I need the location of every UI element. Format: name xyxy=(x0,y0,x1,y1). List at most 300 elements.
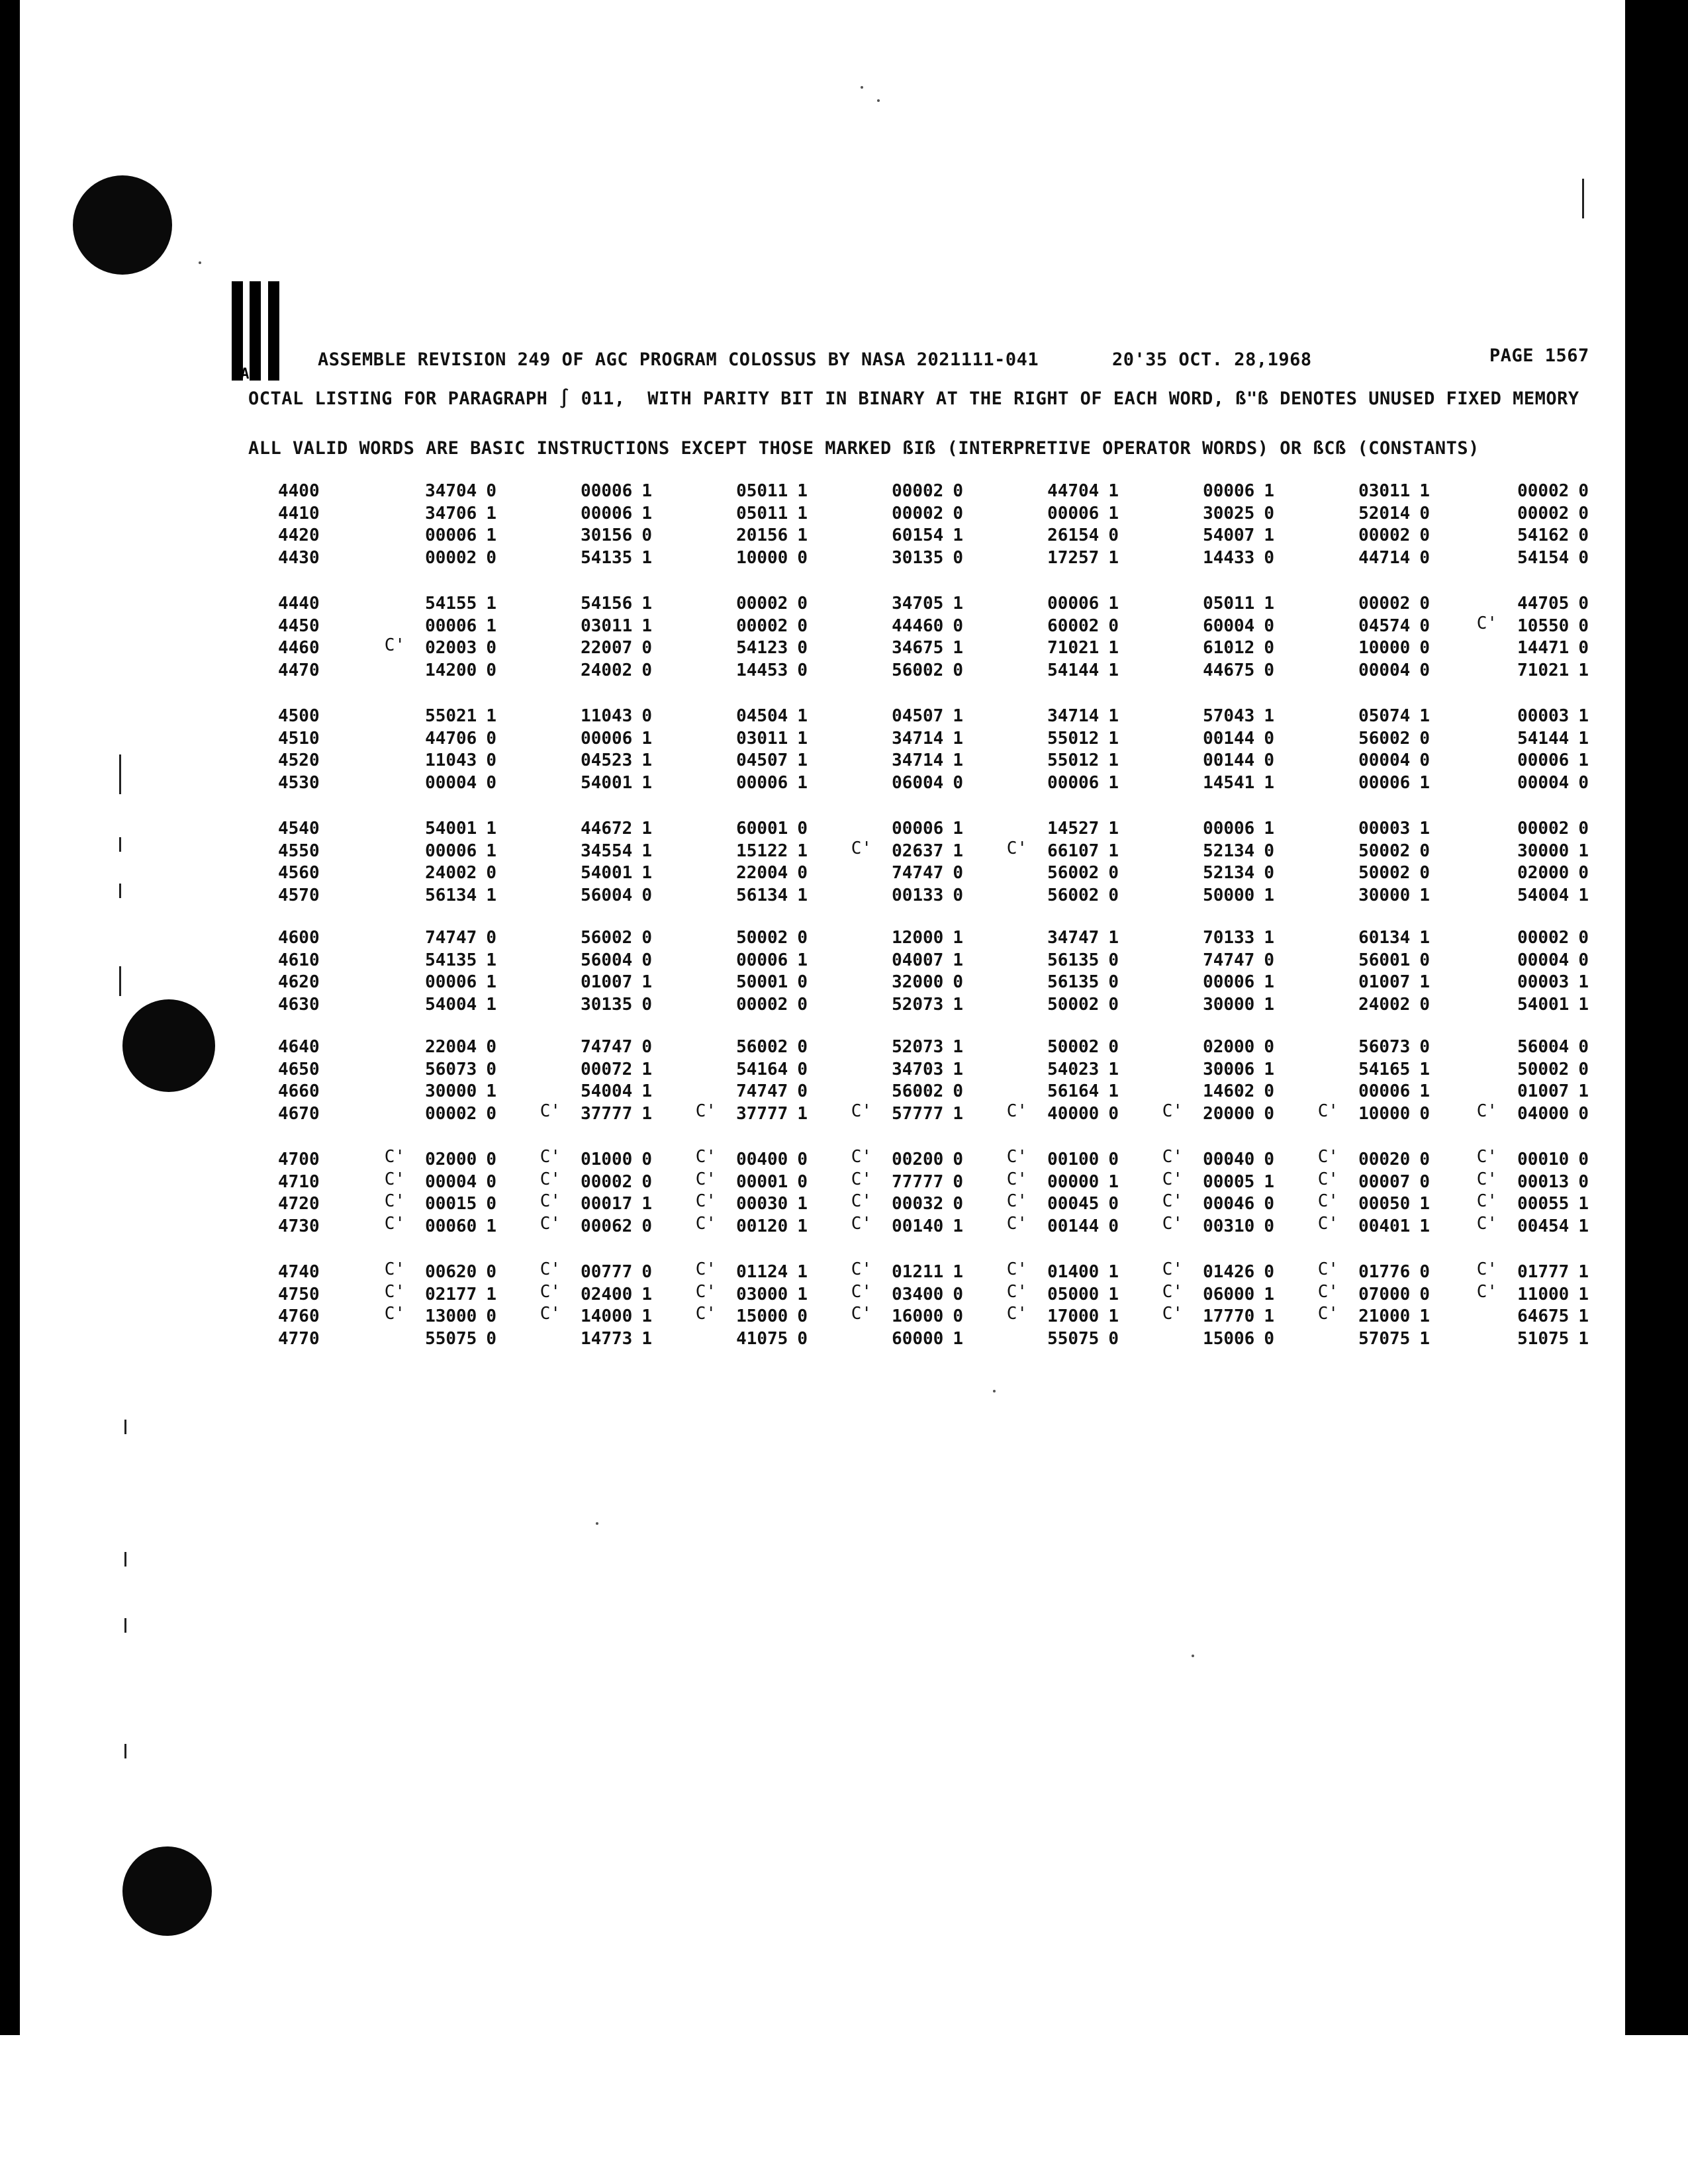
octal-word: 07000 xyxy=(1358,1284,1411,1304)
octal-word: 34714 xyxy=(892,751,944,770)
octal-word-cell xyxy=(539,993,652,1016)
parity-bit: 1 xyxy=(1108,706,1119,726)
parity-bit: 0 xyxy=(1264,1150,1274,1169)
parity-bit: 1 xyxy=(641,1103,652,1124)
parity-bit: 0 xyxy=(486,772,496,793)
listing-row xyxy=(0,615,1688,637)
parity-bit: 0 xyxy=(1419,525,1430,545)
octal-word-cell xyxy=(384,927,496,949)
octal-word-cell xyxy=(1476,615,1589,637)
octal-word: 60134 xyxy=(1358,928,1411,948)
listing-row xyxy=(0,1261,1688,1283)
octal-word: 00002 xyxy=(736,594,788,614)
parity-bit: 0 xyxy=(486,1037,496,1057)
octal-word: 04504 xyxy=(736,706,788,726)
constant-marker: C' xyxy=(1317,1101,1338,1121)
octal-word-cell xyxy=(1162,840,1274,862)
parity-bit: 0 xyxy=(797,994,808,1015)
octal-word-cell xyxy=(1317,1328,1430,1350)
parity-bit: 0 xyxy=(641,1262,652,1282)
parity-bit: 0 xyxy=(1264,751,1274,770)
constant-marker: C' xyxy=(1006,1101,1027,1121)
parity-bit: 0 xyxy=(1264,728,1274,749)
octal-word: 30135 xyxy=(892,547,944,568)
octal-word-cell xyxy=(695,1305,808,1328)
parity-bit: 0 xyxy=(953,547,963,568)
parity-bit: 1 xyxy=(486,885,496,905)
parity-bit: 1 xyxy=(1578,1194,1589,1214)
parity-bit: 1 xyxy=(1264,1171,1274,1192)
parity-bit: 0 xyxy=(1264,1216,1274,1236)
parity-bit: 0 xyxy=(1578,525,1589,545)
listing-row xyxy=(0,971,1688,993)
constant-marker: C' xyxy=(1006,1281,1027,1302)
parity-bit: 1 xyxy=(641,547,652,568)
parity-bit: 1 xyxy=(1108,1059,1119,1079)
octal-word: 05000 xyxy=(1047,1284,1100,1304)
octal-word-cell xyxy=(384,547,496,569)
octal-word: 03011 xyxy=(581,615,633,636)
parity-bit: 1 xyxy=(486,1284,496,1304)
parity-bit: 1 xyxy=(797,950,808,970)
octal-word: 54154 xyxy=(1517,547,1570,568)
octal-word-cell xyxy=(851,705,963,727)
octal-word: 14200 xyxy=(425,660,477,680)
octal-word-cell xyxy=(1476,1283,1589,1306)
parity-bit: 1 xyxy=(1264,1059,1274,1079)
parity-bit: 0 xyxy=(1108,615,1119,636)
parity-bit: 0 xyxy=(953,772,963,793)
parity-bit: 1 xyxy=(1264,885,1274,905)
octal-word: 14541 xyxy=(1203,772,1255,793)
parity-bit: 0 xyxy=(486,1262,496,1282)
parity-bit: 1 xyxy=(641,972,652,992)
octal-word: 01776 xyxy=(1358,1262,1411,1282)
octal-word-cell xyxy=(1006,949,1119,972)
octal-word: 54023 xyxy=(1047,1059,1100,1079)
octal-word-cell xyxy=(539,1215,652,1238)
octal-word-cell xyxy=(1476,502,1589,525)
octal-word-cell xyxy=(539,1103,652,1125)
parity-bit: 1 xyxy=(797,481,808,501)
address-label: 4770 xyxy=(278,1328,320,1349)
octal-word: 51075 xyxy=(1517,1328,1570,1349)
parity-bit: 0 xyxy=(1108,1103,1119,1124)
parity-bit: 0 xyxy=(641,885,652,905)
constant-marker: C' xyxy=(1162,1101,1183,1121)
octal-word-cell xyxy=(1476,993,1589,1016)
parity-bit: 1 xyxy=(953,1037,963,1057)
parity-bit: 0 xyxy=(797,972,808,992)
parity-bit: 0 xyxy=(641,1037,652,1057)
octal-word-cell xyxy=(384,1328,496,1350)
octal-word: 54162 xyxy=(1517,525,1570,545)
parity-bit: 1 xyxy=(1578,706,1589,726)
octal-word: 54135 xyxy=(425,950,477,970)
parity-bit: 1 xyxy=(641,1081,652,1101)
listing-row xyxy=(0,480,1688,502)
parity-bit: 1 xyxy=(1419,819,1430,839)
address-label: 4660 xyxy=(278,1081,320,1101)
parity-bit: 1 xyxy=(641,819,652,839)
parity-bit: 1 xyxy=(1108,1284,1119,1304)
octal-word-cell xyxy=(539,927,652,949)
parity-bit: 1 xyxy=(953,994,963,1015)
octal-word: 00140 xyxy=(892,1216,944,1236)
parity-bit: 1 xyxy=(1264,772,1274,793)
octal-word: 32000 xyxy=(892,972,944,992)
octal-word: 01124 xyxy=(736,1262,788,1282)
parity-bit: 0 xyxy=(1578,772,1589,793)
octal-word: 00002 xyxy=(425,1103,477,1124)
octal-word: 56002 xyxy=(892,1081,944,1101)
octal-word: 54156 xyxy=(581,594,633,614)
parity-bit: 1 xyxy=(797,525,808,545)
parity-bit: 1 xyxy=(1419,1328,1430,1349)
octal-word: 56164 xyxy=(1047,1081,1100,1101)
octal-word: 50002 xyxy=(736,928,788,948)
parity-bit: 0 xyxy=(1419,615,1430,636)
octal-word-cell xyxy=(539,749,652,772)
parity-bit: 1 xyxy=(1108,1081,1119,1101)
constant-marker: C' xyxy=(1476,1147,1497,1167)
parity-bit: 1 xyxy=(1264,819,1274,839)
octal-word-cell xyxy=(384,502,496,525)
octal-word-cell xyxy=(1317,971,1430,993)
parity-bit: 1 xyxy=(1419,928,1430,948)
octal-word-cell xyxy=(1317,705,1430,727)
parity-bit: 1 xyxy=(641,728,652,749)
octal-word: 00002 xyxy=(1517,819,1570,839)
octal-word: 60002 xyxy=(1047,615,1100,636)
octal-word-cell xyxy=(695,1215,808,1238)
octal-word: 01426 xyxy=(1203,1262,1255,1282)
parity-bit: 1 xyxy=(1108,594,1119,614)
octal-word-cell xyxy=(384,1103,496,1125)
octal-word: 00072 xyxy=(581,1059,633,1079)
constant-marker: C' xyxy=(539,1169,561,1189)
address-label: 4430 xyxy=(278,547,320,568)
octal-word: 00007 xyxy=(1358,1171,1411,1192)
octal-word: 03400 xyxy=(892,1284,944,1304)
constant-marker: C' xyxy=(539,1281,561,1302)
octal-word: 01007 xyxy=(1517,1081,1570,1101)
octal-word: 00002 xyxy=(425,547,477,568)
octal-word-cell xyxy=(851,615,963,637)
octal-word-cell xyxy=(539,1058,652,1081)
parity-bit: 0 xyxy=(641,994,652,1015)
octal-word: 00004 xyxy=(1517,772,1570,793)
octal-word-cell xyxy=(695,1328,808,1350)
parity-bit: 1 xyxy=(1578,841,1589,861)
parity-bit: 1 xyxy=(1578,1216,1589,1236)
parity-bit: 0 xyxy=(953,1194,963,1214)
octal-word-cell xyxy=(851,1103,963,1125)
octal-word-cell xyxy=(1476,772,1589,794)
parity-bit: 0 xyxy=(953,503,963,523)
octal-word: 56002 xyxy=(581,928,633,948)
listing-row xyxy=(0,1328,1688,1350)
octal-word: 00006 xyxy=(425,972,477,992)
octal-word-cell xyxy=(1317,927,1430,949)
octal-word-cell xyxy=(1317,993,1430,1016)
octal-word: 14453 xyxy=(736,660,788,680)
octal-word-cell xyxy=(384,862,496,884)
octal-word: 00004 xyxy=(425,772,477,793)
octal-word: 74747 xyxy=(892,863,944,883)
octal-word: 00777 xyxy=(581,1262,633,1282)
address-label: 4730 xyxy=(278,1216,320,1236)
octal-word: 00006 xyxy=(1517,751,1570,770)
octal-word-cell xyxy=(539,1328,652,1350)
octal-word: 24002 xyxy=(581,660,633,680)
parity-bit: 1 xyxy=(641,481,652,501)
constant-marker: C' xyxy=(539,1191,561,1211)
octal-word-cell xyxy=(695,971,808,993)
octal-word-cell xyxy=(1162,817,1274,840)
constant-marker: C' xyxy=(1006,1191,1027,1211)
parity-bit: 0 xyxy=(486,1171,496,1192)
scan-speck xyxy=(877,99,880,102)
octal-word: 74747 xyxy=(1203,950,1255,970)
octal-word: 55021 xyxy=(425,706,477,726)
octal-word-cell xyxy=(1162,547,1274,569)
octal-word: 55012 xyxy=(1047,751,1100,770)
octal-word-cell xyxy=(1006,1328,1119,1350)
parity-bit: 1 xyxy=(486,706,496,726)
parity-bit: 0 xyxy=(1578,615,1589,636)
octal-word: 74747 xyxy=(581,1037,633,1057)
constant-marker: C' xyxy=(851,1147,872,1167)
octal-word-cell xyxy=(1476,749,1589,772)
octal-word-cell xyxy=(851,772,963,794)
octal-word-cell xyxy=(1317,547,1430,569)
octal-word-cell xyxy=(1162,749,1274,772)
octal-word: 34703 xyxy=(892,1059,944,1079)
parity-bit: 0 xyxy=(1264,1262,1274,1282)
octal-word: 14471 xyxy=(1517,638,1570,658)
parity-bit: 1 xyxy=(486,1081,496,1101)
parity-bit: 0 xyxy=(1419,1171,1430,1192)
octal-word: 30000 xyxy=(1358,885,1411,905)
parity-bit: 0 xyxy=(797,638,808,658)
parity-bit: 1 xyxy=(1264,972,1274,992)
parity-bit: 0 xyxy=(1419,863,1430,883)
octal-word-cell xyxy=(1476,1215,1589,1238)
constant-marker: C' xyxy=(851,1101,872,1121)
constant-marker: C' xyxy=(1317,1304,1338,1324)
constant-marker: C' xyxy=(1476,1191,1497,1211)
octal-word-cell xyxy=(1162,1058,1274,1081)
octal-word-cell xyxy=(695,615,808,637)
address-label: 4570 xyxy=(278,885,320,905)
octal-word-cell xyxy=(1162,949,1274,972)
octal-word: 30000 xyxy=(425,1081,477,1101)
constant-marker: C' xyxy=(1476,1259,1497,1279)
parity-bit: 1 xyxy=(953,525,963,545)
parity-bit: 1 xyxy=(641,1059,652,1079)
octal-word: 56002 xyxy=(736,1037,788,1057)
octal-word: 57777 xyxy=(892,1103,944,1124)
octal-word-cell xyxy=(539,949,652,972)
octal-word-cell xyxy=(695,840,808,862)
octal-word: 60001 xyxy=(736,819,788,839)
parity-bit: 0 xyxy=(486,660,496,680)
octal-word: 24002 xyxy=(425,863,477,883)
octal-word: 00010 xyxy=(1517,1150,1570,1169)
parity-bit: 0 xyxy=(1419,1262,1430,1282)
octal-word-cell xyxy=(1317,884,1430,907)
octal-word-cell xyxy=(1317,502,1430,525)
octal-word-cell xyxy=(1006,772,1119,794)
parity-bit: 1 xyxy=(641,1284,652,1304)
octal-word: 01007 xyxy=(581,972,633,992)
octal-word: 30000 xyxy=(1203,994,1255,1015)
octal-word: 30156 xyxy=(581,525,633,545)
constant-marker: C' xyxy=(384,1169,405,1189)
octal-word: 50002 xyxy=(1047,1037,1100,1057)
parity-bit: 0 xyxy=(1419,1037,1430,1057)
parity-bit: 1 xyxy=(1108,1262,1119,1282)
parity-bit: 1 xyxy=(1578,1262,1589,1282)
parity-bit: 1 xyxy=(1264,481,1274,501)
octal-word: 15000 xyxy=(736,1306,788,1326)
parity-bit: 1 xyxy=(797,751,808,770)
parity-bit: 0 xyxy=(797,1081,808,1101)
octal-word: 20156 xyxy=(736,525,788,545)
listing-row xyxy=(0,659,1688,682)
octal-word: 50002 xyxy=(1358,841,1411,861)
parity-bit: 1 xyxy=(953,1216,963,1236)
parity-bit: 1 xyxy=(1108,503,1119,523)
parity-bit: 1 xyxy=(1578,885,1589,905)
octal-word: 00017 xyxy=(581,1194,633,1214)
constant-marker: C' xyxy=(695,1213,716,1234)
constant-marker: C' xyxy=(1006,1304,1027,1324)
parity-bit: 1 xyxy=(486,615,496,636)
octal-word: 00144 xyxy=(1203,728,1255,749)
octal-word-cell xyxy=(695,772,808,794)
parity-bit: 0 xyxy=(1108,1150,1119,1169)
octal-word-cell xyxy=(851,884,963,907)
constant-marker: C' xyxy=(695,1101,716,1121)
octal-word: 37777 xyxy=(736,1103,788,1124)
listing-row xyxy=(0,1283,1688,1306)
octal-word: 26154 xyxy=(1047,525,1100,545)
constant-marker: C' xyxy=(1317,1259,1338,1279)
octal-word: 54123 xyxy=(736,638,788,658)
filler-tag: GAP xyxy=(232,366,258,383)
constant-marker: C' xyxy=(1006,1147,1027,1167)
constant-marker: C' xyxy=(851,1213,872,1234)
scan-mark xyxy=(124,1744,126,1758)
octal-word: 00001 xyxy=(736,1171,788,1192)
octal-word-cell xyxy=(1317,772,1430,794)
listing-row xyxy=(0,927,1688,949)
octal-word: 00002 xyxy=(736,615,788,636)
parity-bit: 1 xyxy=(641,751,652,770)
address-label: 4440 xyxy=(278,594,320,614)
octal-word-cell xyxy=(1476,949,1589,972)
octal-word: 00032 xyxy=(892,1194,944,1214)
constant-marker: C' xyxy=(1006,1259,1027,1279)
parity-bit: 1 xyxy=(953,1059,963,1079)
octal-word-cell xyxy=(1006,749,1119,772)
octal-word: 10000 xyxy=(736,547,788,568)
scan-mark xyxy=(119,837,121,852)
octal-word: 34704 xyxy=(425,481,477,501)
parity-bit: 0 xyxy=(1578,1171,1589,1192)
octal-word: 34714 xyxy=(892,728,944,749)
parity-bit: 0 xyxy=(641,660,652,680)
parity-bit: 1 xyxy=(1264,706,1274,726)
parity-bit: 1 xyxy=(797,706,808,726)
constant-marker: C' xyxy=(384,1259,405,1279)
parity-bit: 0 xyxy=(641,525,652,545)
octal-word: 55075 xyxy=(425,1328,477,1349)
address-label: 4700 xyxy=(278,1150,320,1169)
octal-word-cell xyxy=(1317,727,1430,750)
octal-word: 44706 xyxy=(425,728,477,749)
octal-word: 01211 xyxy=(892,1262,944,1282)
octal-word-cell xyxy=(539,884,652,907)
address-label: 4410 xyxy=(278,503,320,523)
octal-word: 00310 xyxy=(1203,1216,1255,1236)
octal-word-cell xyxy=(851,637,963,659)
octal-word: 56135 xyxy=(1047,950,1100,970)
octal-word: 00006 xyxy=(1047,772,1100,793)
parity-bit: 1 xyxy=(953,1328,963,1349)
octal-word-cell xyxy=(1476,524,1589,547)
octal-word: 00006 xyxy=(1358,772,1411,793)
octal-word-cell xyxy=(1317,1215,1430,1238)
scan-speck xyxy=(993,1390,996,1392)
octal-word: 00006 xyxy=(425,615,477,636)
listing-row xyxy=(0,637,1688,659)
octal-word: 02003 xyxy=(425,638,477,658)
octal-word-cell xyxy=(539,524,652,547)
page-number: PAGE 1567 xyxy=(1489,345,1589,366)
listing-subtitle: OCTAL LISTING FOR PARAGRAPH ∫ 011, WITH PARITY BIT IN BINARY AT THE RIGHT OF EACH WORD, ß"ß DENOTES UNUSED FIXED MEMORY xyxy=(248,388,1579,409)
octal-word: 00030 xyxy=(736,1194,788,1214)
octal-word-cell xyxy=(851,547,963,569)
parity-bit: 1 xyxy=(1578,1306,1589,1326)
octal-word: 44460 xyxy=(892,615,944,636)
octal-word: 02400 xyxy=(581,1284,633,1304)
octal-word-cell xyxy=(1317,862,1430,884)
parity-bit: 1 xyxy=(1578,660,1589,680)
parity-bit: 1 xyxy=(1578,1081,1589,1101)
parity-bit: 1 xyxy=(1108,728,1119,749)
octal-word-cell xyxy=(1476,1103,1589,1125)
octal-word-cell xyxy=(1476,817,1589,840)
address-label: 4470 xyxy=(278,660,320,680)
octal-word-cell xyxy=(851,1036,963,1058)
constant-marker: C' xyxy=(1476,1213,1497,1234)
parity-bit: 0 xyxy=(1419,660,1430,680)
constant-marker: C' xyxy=(695,1259,716,1279)
octal-word: 54004 xyxy=(425,994,477,1015)
octal-word: 00002 xyxy=(736,994,788,1015)
parity-bit: 1 xyxy=(1419,1059,1430,1079)
octal-word: 04007 xyxy=(892,950,944,970)
constant-marker: C' xyxy=(1317,1281,1338,1302)
parity-bit: 0 xyxy=(797,863,808,883)
listing-row xyxy=(0,772,1688,794)
octal-word-cell xyxy=(695,862,808,884)
octal-word: 54164 xyxy=(736,1059,788,1079)
octal-word: 00005 xyxy=(1203,1171,1255,1192)
